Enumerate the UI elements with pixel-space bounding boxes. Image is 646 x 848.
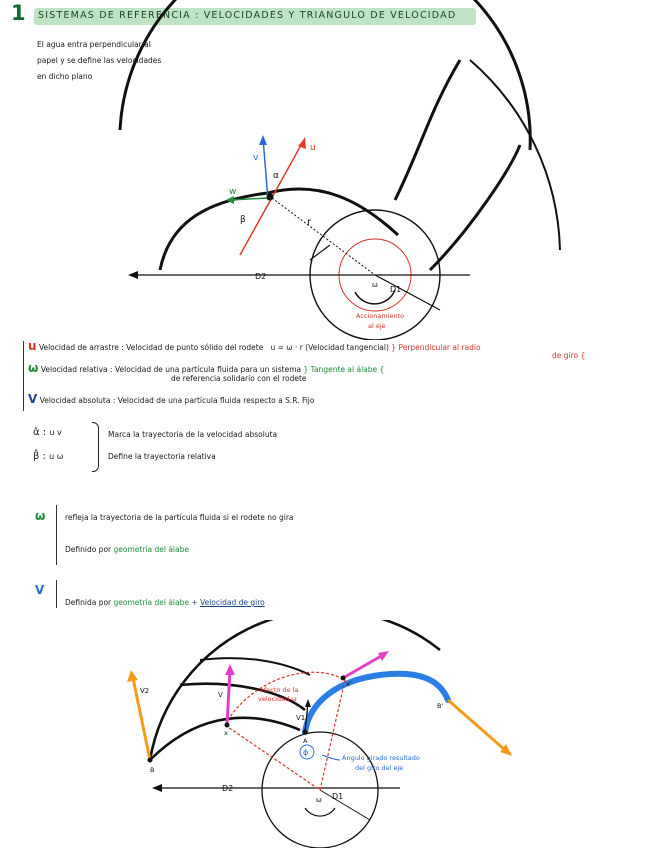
radius-line — [272, 198, 375, 275]
v-block-part-1: geometría del álabe — [113, 598, 189, 607]
d2-label: D2 — [255, 272, 267, 281]
diagram1-note-2: al eje — [368, 322, 386, 330]
definition-w — [28, 361, 384, 375]
beta-symbol: β̂ : — [33, 451, 46, 462]
d2-v-vector — [227, 670, 230, 725]
beta-def — [33, 451, 63, 462]
u-note-1: } Perpendicular al radio — [391, 343, 481, 352]
v-symbol: V — [28, 392, 38, 406]
u-symbol: u — [28, 339, 37, 353]
w-symbol: ω — [28, 361, 39, 375]
d2-blade-3 — [200, 658, 310, 675]
d2-arrow — [128, 271, 138, 279]
d2-bprime-label: B' — [437, 702, 444, 710]
d2-xprime-arrowhead — [378, 651, 389, 661]
alpha-frac: u v — [49, 428, 62, 437]
d2-angle-note-2: del giro del eje — [355, 764, 404, 772]
blade-4 — [430, 145, 520, 270]
alpha-symbol: α̂ : — [33, 427, 47, 438]
d2-blue-trajectory — [305, 674, 448, 732]
fluid-point — [267, 194, 274, 201]
radius-label: r — [307, 217, 312, 228]
w-block-line-1: refleja la trayectoria de la partícula fluida si el rodete no gira — [65, 513, 294, 522]
velocity-diagram-runner — [0, 0, 646, 340]
intro-line-2: papel y se define las velocidades — [37, 56, 162, 65]
d1-label: D1 — [390, 285, 402, 294]
v-block-bar — [56, 580, 57, 608]
intro-line-3: en dicho plano — [37, 72, 93, 81]
blade-2 — [268, 189, 398, 235]
w-label: w — [229, 187, 237, 197]
u-formula: u = ω · r (Velocidad tangencial) — [270, 343, 389, 352]
angles-line-2: Define la trayectoria relativa — [108, 452, 216, 461]
d2-b-label: B — [150, 766, 155, 774]
intro-line-1: El agua entra perpendicular al — [37, 40, 151, 49]
d2-d2-label: D2 — [222, 784, 234, 793]
v-desc: Velocidad de una partícula fluida respecto a S.R. Fijo — [117, 396, 315, 405]
velocity-triangle-diagram — [0, 620, 646, 848]
w-block-line-2 — [65, 545, 189, 554]
definition-v — [28, 392, 314, 406]
blade-3 — [395, 60, 460, 200]
d2-phi-label: ϕ — [303, 748, 309, 757]
radius-arrow — [310, 245, 330, 260]
v-block-part-2: Velocidad de giro — [200, 598, 265, 607]
d2-d1-label: D1 — [332, 792, 344, 801]
angles-brace — [92, 422, 99, 472]
d2-point-x — [225, 723, 230, 728]
d2-rotation-arrow — [305, 808, 335, 816]
d2-xprime-label: x' — [346, 680, 352, 688]
w-block-prefix: Definido por — [65, 545, 112, 554]
u-label: u — [310, 143, 316, 153]
beta-label: β — [240, 215, 246, 225]
d2-angle-note-1: Ángulo girado resultado — [342, 754, 420, 762]
d2-omega-label: ω — [316, 796, 322, 804]
definitions-bar — [23, 341, 24, 411]
v-block-plus: + — [191, 598, 198, 607]
u-desc: Velocidad de punto sólido del rodete — [126, 343, 264, 352]
blade-1 — [160, 193, 268, 270]
definition-u — [28, 339, 481, 353]
rotation-arrow — [355, 290, 395, 304]
beta-frac: u ω — [49, 452, 64, 461]
d2-x-label: x — [224, 729, 228, 737]
alpha-def — [33, 427, 62, 438]
section-number: 1 — [11, 1, 26, 25]
d1-line — [375, 275, 440, 310]
d2-point-xprime — [341, 676, 346, 681]
d2-red-note-2: velocidad ω — [258, 695, 297, 703]
angles-line-1: Marca la trayectoria de la velocidad absoluta — [108, 430, 278, 439]
w-desc-1: Velocidad de una partícula fluida para un sistema — [114, 365, 302, 374]
alpha-label: α — [273, 171, 279, 181]
diagram1-note-1: Accionamiento — [356, 312, 405, 320]
w-block-bar — [56, 505, 57, 565]
d2-v2-label: V2 — [140, 687, 150, 695]
u-name: Velocidad de arrastre : — [38, 343, 124, 352]
d2-d2-arrow — [152, 784, 162, 792]
d2-d1-line — [320, 790, 370, 820]
v-name: Velocidad absoluta : — [39, 396, 116, 405]
d2-v-label: V — [218, 691, 223, 699]
d2-red-note-1: efecto de la — [260, 686, 299, 694]
v-block-symbol: V — [35, 583, 45, 597]
d2-a-label: A — [303, 737, 308, 745]
d2-phi-arrow — [322, 755, 340, 760]
omega-label: ω — [372, 281, 378, 289]
v-label: v — [253, 153, 259, 163]
page-title: SISTEMAS DE REFERENCIA : VELOCIDADES Y TRIANGULO DE VELOCIDAD — [38, 10, 457, 21]
u-note-2: de giro { — [552, 351, 586, 360]
d2-v-arrowhead — [225, 664, 235, 675]
w-note: } Tangente al álabe { — [303, 365, 385, 374]
v-block-prefix: Definida por — [65, 598, 112, 607]
v-arrowhead — [259, 135, 267, 145]
w-desc-2: de referencia solidario con el rodete — [171, 374, 307, 383]
d2-v2-arrowhead — [127, 670, 138, 682]
d2-v1-label: V1 — [296, 714, 306, 722]
d2-point-b — [148, 758, 153, 763]
d2-v1-arrowhead — [305, 699, 311, 707]
outer-runner-arc — [120, 0, 530, 150]
d2-bprime-vector — [448, 700, 505, 750]
w-block-highlight: geometría del álabe — [113, 545, 189, 554]
d2-point-a — [303, 730, 308, 735]
v-vector — [263, 138, 268, 200]
w-block-symbol: ω — [35, 509, 46, 523]
w-name: Velocidad relativa : — [40, 365, 113, 374]
v-block-line — [65, 598, 265, 607]
